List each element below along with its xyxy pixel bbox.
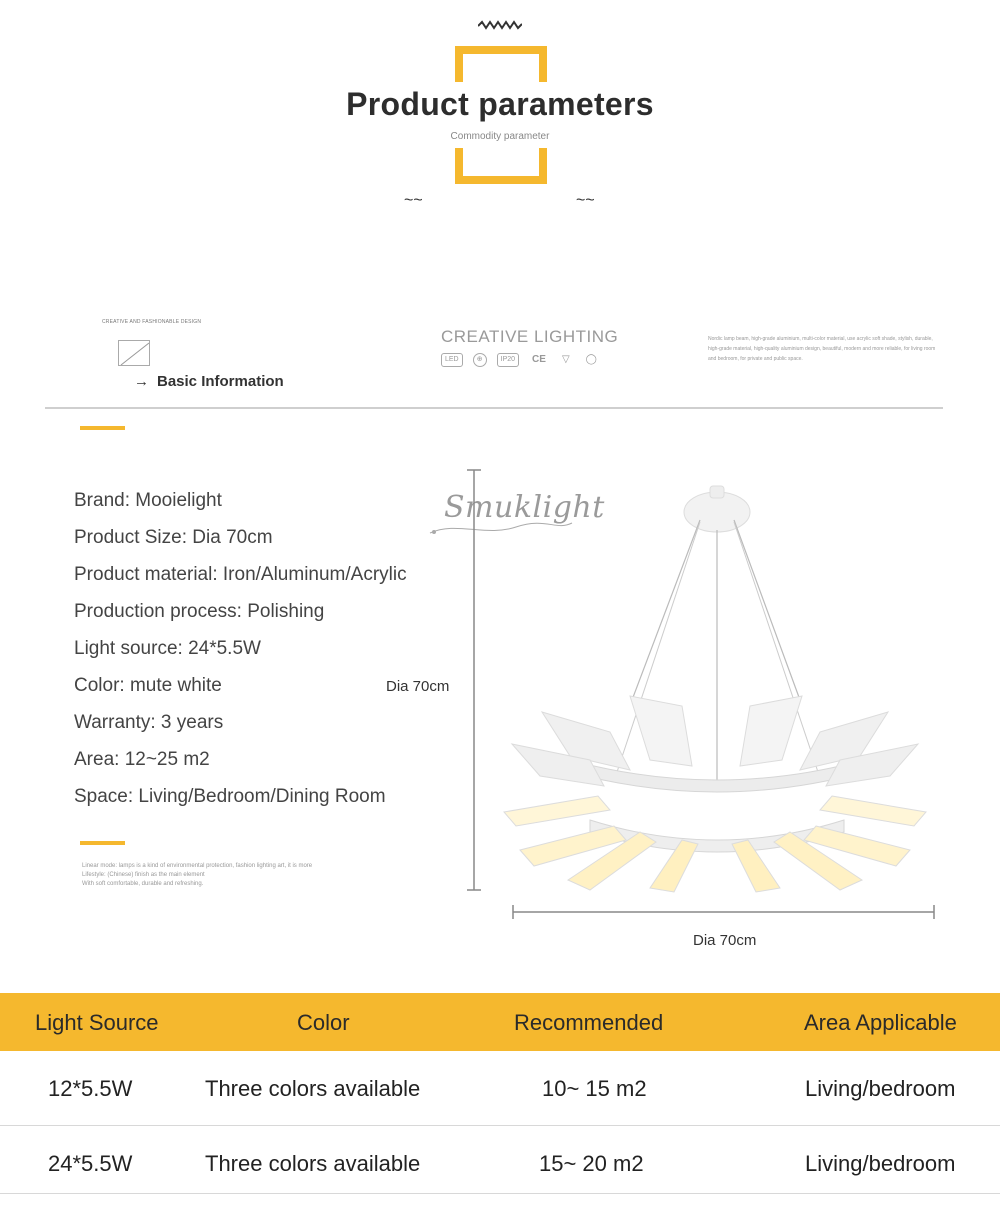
spec-light-source: Light source: 24*5.5W: [74, 638, 261, 659]
table-cell: 24*5.5W: [48, 1151, 133, 1176]
triangle-cert-icon: ▽: [561, 354, 570, 365]
accent-bar-top: [80, 426, 125, 430]
bracket-bottom-decoration: [455, 148, 547, 184]
footnote-text: [82, 862, 362, 889]
certification-icons: [441, 353, 600, 367]
spec-space: Space: Living/Bedroom/Dining Room: [74, 786, 386, 807]
table-cell: Three colors available: [205, 1076, 421, 1101]
spec-color: Color: mute white: [74, 675, 222, 696]
table-cell: 10~ 15 m2: [542, 1076, 647, 1101]
table-header-area: Area Applicable: [804, 1010, 957, 1035]
spec-material: Product material: Iron/Aluminum/Acrylic: [74, 564, 407, 585]
footnote-line: With soft comfortable, durable and refreshing.: [82, 881, 204, 887]
table-header-light-source: Light Source: [35, 1010, 159, 1035]
spec-size: Product Size: Dia 70cm: [74, 527, 273, 548]
table-header-recommended: Recommended: [514, 1010, 664, 1035]
footnote-line: Lifestyle: (Chinese) finish as the main element: [82, 872, 205, 878]
zigzag-ornament-icon: [478, 20, 522, 32]
tilde-right-ornament: ~~: [576, 192, 595, 209]
led-cert-icon: LED: [441, 353, 463, 367]
basic-info-heading: [134, 373, 284, 390]
info-right-text: Nordic lamp beam, high-grade aluminium, multi-color material, use acrylic soft shade, stylish, durable, high-grade material, high-quality aluminium design, beautiful, modern and more reliable, for living room and bedroom, for private and public space.: [708, 336, 936, 362]
spec-warranty: Warranty: 3 years: [74, 712, 224, 733]
ip20-cert-icon: IP20: [497, 353, 519, 367]
arrow-right-icon: →: [134, 373, 149, 390]
table-cell: 15~ 20 m2: [539, 1151, 644, 1176]
table-row-divider: [0, 1193, 1000, 1194]
table-row-divider: [0, 1125, 1000, 1126]
table-cell: Living/bedroom: [805, 1151, 956, 1176]
ground-cert-icon: ⊕: [473, 353, 487, 367]
table-cell: Three colors available: [205, 1151, 421, 1176]
page-title: Product parameters: [346, 86, 654, 122]
section-divider: [45, 407, 943, 409]
chandelier-illustration: [460, 460, 950, 920]
table-cell: 12*5.5W: [48, 1076, 133, 1101]
page-subtitle: Commodity parameter: [450, 131, 550, 142]
ce-cert-icon: CE: [532, 354, 546, 365]
dimension-label-horizontal: Dia 70cm: [693, 932, 757, 949]
spec-list: [74, 488, 407, 821]
bracket-top-decoration: [455, 46, 547, 82]
brand-watermark: Smuklight: [444, 490, 605, 525]
table-cell: Living/bedroom: [805, 1076, 956, 1101]
table-header-color: Color: [297, 1010, 350, 1035]
tiny-caption: CREATIVE AND FASHIONABLE DESIGN: [102, 319, 202, 325]
spec-brand: Brand: Mooielight: [74, 490, 222, 511]
tilde-left-ornament: ~~: [404, 192, 423, 209]
placeholder-box-icon: [118, 340, 150, 366]
footnote-line: Linear mode: lamps is a kind of environmental protection, fashion lighting art, it is more: [82, 863, 313, 869]
creative-lighting-label: CREATIVE LIGHTING: [441, 327, 619, 346]
accent-bar-bottom: [80, 841, 125, 845]
spec-area: Area: 12~25 m2: [74, 749, 210, 770]
basic-info-label: Basic Information: [157, 373, 284, 390]
oval-cert-icon: ◯: [585, 354, 597, 365]
spec-process: Production process: Polishing: [74, 601, 325, 622]
dimension-label-vertical: Dia 70cm: [386, 678, 450, 695]
